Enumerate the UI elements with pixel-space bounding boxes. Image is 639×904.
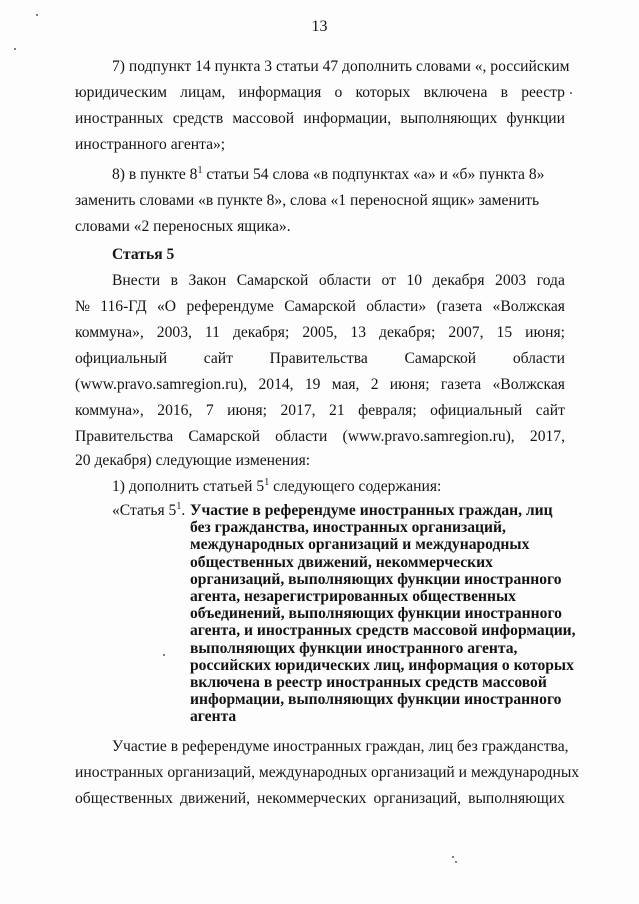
word: коммуна», [75, 402, 144, 419]
body-line-2: иностранных организаций, международных организаций и международных [75, 764, 580, 781]
word: (газета [436, 298, 483, 315]
scan-speck [570, 92, 572, 94]
title-line: включена в реестр иностранных средств массовой [190, 674, 547, 691]
word: Самарской [188, 428, 260, 445]
word: выполняющих [400, 110, 498, 127]
word: «О [157, 298, 177, 315]
item-7-line-3 [75, 110, 565, 128]
word: Правительства [269, 350, 368, 367]
title-line: объединений, выполняющих функции иностранного [190, 605, 562, 623]
word: 2003 [495, 272, 527, 289]
word: области [275, 428, 328, 445]
word: сайт [535, 402, 565, 419]
word: года [536, 272, 565, 289]
word: в [500, 84, 508, 101]
word: 10 [406, 272, 422, 289]
word: которых [355, 84, 411, 101]
word: Самарской [404, 350, 477, 367]
item-8-line-1: 8) в пункте $8^1$ статьи 54 слова «в подпунктах «а» и «б» пункта 8» [112, 164, 545, 183]
word: 2014, [258, 376, 294, 393]
word: функции [506, 110, 565, 127]
new-article-prefix: «Статья $5^1$. [112, 500, 186, 519]
scan-speck [452, 856, 454, 858]
word: «Волжская [492, 376, 565, 393]
item-8-line-2: заменить словами «в пункте 8», слова «1 переносной ящик» заменить [75, 192, 540, 209]
word: 2017, [280, 402, 316, 419]
word: реестр [521, 84, 565, 101]
title-line: общественных движений, некоммерческих [190, 553, 493, 571]
word: № [75, 298, 90, 315]
word: лицам, [180, 84, 226, 101]
word: 19 [304, 376, 321, 393]
word: движений, [179, 790, 251, 807]
word: 11 [204, 324, 220, 341]
word: Правительства [75, 428, 174, 445]
intro-line-2 [75, 298, 565, 316]
word: Внести [112, 272, 161, 289]
item-7-line-1: 7) подпункт 14 пункта 3 статьи 47 дополнить словами «, российским [112, 58, 570, 75]
title-line: российских юридических лиц, информация о которых [190, 656, 574, 674]
body-line-1: Участие в референдуме иностранных граждан, лиц без гражданства, [112, 738, 569, 755]
word: выполняющих [468, 790, 565, 807]
word: иностранных [75, 110, 164, 127]
body-line-3 [75, 790, 565, 808]
item-1: 1) дополнить статьей $5^1$ следующего содержания: [112, 476, 442, 495]
word: юридическим [75, 84, 167, 101]
word: массовой [232, 110, 295, 127]
word: февраля; [358, 402, 417, 419]
word: (www.pravo.samregion.ru), [342, 428, 515, 445]
word: июня; [227, 402, 267, 419]
word: Самарской [236, 272, 309, 289]
word: Закон [188, 272, 227, 289]
title-line: без гражданства, иностранных организаций, [190, 519, 506, 537]
word: области [512, 350, 565, 367]
intro-line-5 [75, 376, 565, 394]
item-7-line-2 [75, 84, 565, 102]
word: коммуна», [75, 324, 144, 341]
word: 13 [350, 324, 367, 341]
article-heading: Статья 5 [112, 246, 175, 263]
word: 116-ГД [100, 298, 147, 315]
word: газета [440, 376, 482, 393]
word: 2003, [156, 324, 192, 341]
word: в [170, 272, 179, 289]
word: 21 [329, 402, 345, 419]
title-line: агента, и иностранных средств массовой информации, [190, 622, 576, 640]
word: от [381, 272, 396, 289]
word: некоммерческих [257, 790, 367, 807]
word: (www.pravo.samregion.ru), [75, 376, 248, 393]
title-line: агента, незарегистрированных общественных [190, 588, 516, 605]
word: средств [172, 110, 224, 127]
scan-speck [36, 14, 38, 16]
word: «Волжская [492, 298, 565, 315]
title-line: агента [190, 708, 237, 726]
scan-speck [163, 654, 165, 656]
word: июня; [525, 324, 565, 341]
word: включена [423, 84, 488, 101]
word: о [334, 84, 343, 101]
title-line: организаций, выполняющих функции иностранного [190, 570, 562, 588]
word: 15 [496, 324, 513, 341]
word: 2007, [448, 324, 484, 341]
word: сайт [203, 350, 233, 367]
word: декабря [432, 272, 485, 289]
item-8-line-3: словами «2 переносных ящика». [75, 218, 291, 235]
title-line: выполняющих функции иностранного агента, [190, 639, 518, 657]
page-number: 13 [311, 18, 328, 35]
title-line: информации, выполняющих функции иностранного [190, 691, 562, 709]
title-line: Участие в референдуме иностранных граждан, лиц [190, 502, 553, 519]
word: референдуме [186, 298, 274, 315]
word: области [318, 272, 371, 289]
word: декабря; [232, 324, 290, 341]
scan-speck [14, 48, 16, 50]
word: 2016, [157, 402, 193, 419]
word: Самарской [284, 298, 356, 315]
intro-line-4 [75, 350, 565, 368]
word: области» [366, 298, 427, 315]
intro-line-7 [75, 428, 565, 446]
intro-line-3 [75, 324, 565, 342]
word: декабря; [379, 324, 436, 341]
word: информации, [303, 110, 392, 127]
word: июня; [389, 376, 430, 393]
word: 2 [370, 376, 379, 393]
scan-speck [455, 861, 457, 863]
word: 2017, [529, 428, 565, 445]
intro-line-6 [75, 402, 565, 420]
word: мая, [331, 376, 360, 393]
word: общественных [75, 790, 173, 807]
word: информация [238, 84, 322, 101]
intro-line-1 [112, 272, 565, 290]
item-7-line-4: иностранного агента»; [75, 136, 226, 153]
word: официальный [430, 402, 523, 419]
word: организаций, [373, 790, 462, 807]
word: 7 [205, 402, 214, 419]
word: официальный [75, 350, 168, 367]
title-line: международных организаций и международных [190, 536, 530, 554]
word: 2005, [302, 324, 338, 341]
intro-line-8: 20 декабря) следующие изменения: [75, 452, 311, 469]
